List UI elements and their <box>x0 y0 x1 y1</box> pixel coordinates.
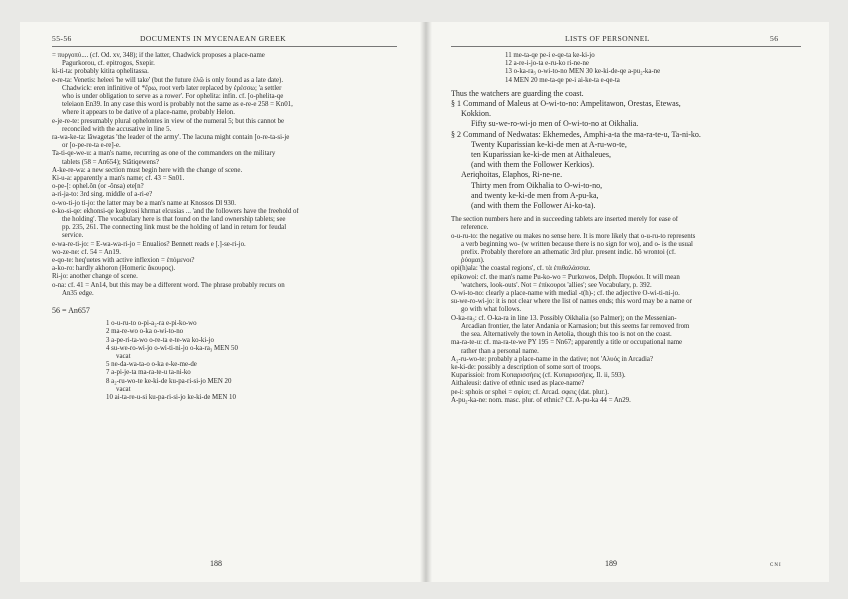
text-line: o-na: cf. 41 = An14, but this may be a different word. The phrase probably recurs on <box>52 281 285 289</box>
text-line: and twenty ke-ki-de men from A-pu-ka, <box>471 190 599 200</box>
text-line: ki-ti-ta: probably kitita ophelitassa. <box>52 68 149 76</box>
text-line: = πυργοπύ.... (cf. Od. xv, 348); if the latter, Chadwick proposes a place-name <box>52 52 265 59</box>
text-line: opi(h)ala: 'the coastal regions', cf. τὰ ἐπιθαλάσσια. <box>451 265 591 273</box>
text-line: 10 ai-ta-re-u-si ku-pa-ri-si-jo ke-ki-de MEN 10 <box>106 393 236 401</box>
text-line: Kuparissioi: from Κυπαρισσήεις (cf. Κυπαρισσήεις, Il. ii, 593). <box>451 372 626 380</box>
commentary-block <box>52 52 392 298</box>
left-folio: 188 <box>210 559 222 568</box>
text-line: the sea. Alternatively the town in Aetolia, though this too is not on the coast. <box>461 331 672 339</box>
right-page-number: 56 <box>770 34 779 43</box>
text-line: wo-ze-ne: cf. 54 = An19. <box>52 248 121 256</box>
text-line: The section numbers here and in succeeding tablets are inserted merely for ease of <box>451 216 679 224</box>
text-line: O-wi-to-no: clearly a place-name with medial -t(h)-; cf. the adjective O-wi-ti-ni-jo. <box>451 290 680 298</box>
header-rule <box>451 46 801 47</box>
left-page <box>20 22 425 582</box>
text-line: 13 o-ka-ra₃ o-wi-to-no MEN 30 ke-ki-de-qe a-pu₂-ka-ne <box>505 68 661 76</box>
text-line: Ta-ti-qe-we-u: a man's name, recurring as one of the commanders on the military <box>52 150 276 158</box>
left-page-range: 55-56 <box>52 34 72 43</box>
text-line: Fifty su-we-ro-wi-jo men of O-wi-to-no at Oikhalia. <box>471 119 639 129</box>
text-line: Thus the watchers are guarding the coast. <box>451 88 584 98</box>
text-line: 14 MEN 20 me-ta-qe pe-i ai-ke-ta e-qe-ta <box>505 76 620 84</box>
text-line: 'watchers, look-outs'. Not = ἐπίκουροι 'allies'; see Vocabulary, p. 392. <box>461 281 652 289</box>
text-line: vacat <box>116 385 131 393</box>
stamp-mark: CNI <box>770 563 782 568</box>
right-running-title: LISTS OF PERSONNEL <box>565 34 650 43</box>
tablet-transcription <box>451 52 801 85</box>
text-line: who is under obligation to serve as a rower'. For ophelita: infin. cf. [o-phelita-qe <box>62 93 284 101</box>
text-line: 12 a-re-i-jo-ta e-ru-ko ri-ne-ne <box>505 60 589 68</box>
text-line: A₂-ru-wo-te: probably a place-name in the dative; not 'Αλυός in Arcadia? <box>451 355 654 363</box>
text-line: 4 su-we-ro-wi-jo o-wi-ti-ni-jo o-ka-ra₃ MEN 50 <box>106 344 238 352</box>
commentary-block <box>451 216 801 405</box>
text-line: a verb beginning wo- (w written because there is no sign for wo), and o- is the usual <box>461 240 693 248</box>
book-gutter <box>420 22 432 582</box>
text-line: 1 o-u-ru-to o-pi-a₂-ra e-pi-ko-wo <box>106 320 197 328</box>
text-line: o-wo-ti-jo ti-jo: the latter may be a man's name at Knossos Dl 930. <box>52 199 236 207</box>
text-line: 3 a-pe-ri-ta-wo o-re-ta e-te-wa ko-ki-jo <box>106 336 214 344</box>
left-running-title: DOCUMENTS IN MYCENAEAN GREEK <box>140 34 286 43</box>
text-line: e-ko-si-qe: ekhonsi-qe kegkrosi khrmat elcusias ... 'and the followers have the freehold of <box>52 207 299 215</box>
tablet-transcription <box>52 320 392 402</box>
text-line: 8 a₂-ru-wo-te ke-ki-de ku-pa-ri-si-jo MEN 20 <box>106 377 232 385</box>
text-line: reference. <box>461 224 489 232</box>
text-line: Twenty Kuparissian ke-ki-de men at A-ru-wo-te, <box>471 139 627 149</box>
text-line: rather than a personal name. <box>461 347 539 355</box>
text-line: ra-wa-ke-ta: lāwagetas 'the leader of the army'. The lacuna might contain [o-re-ta-si-je <box>52 134 290 142</box>
text-line: A-pu₂-ka-ne: nom. masc. plur. of ethnic? Cf. A-pu-ka 44 = An29. <box>451 396 631 404</box>
text-line: 7 a-pi-je-ta ma-ra-te-u ta-ni-ko <box>106 369 191 377</box>
text-line: § 2 Command of Nedwatas: Ekhemedes, Amphi-a-ta the ma-ra-te-u, Ta-ni-ko. <box>451 129 701 139</box>
text-line: su-we-ro-wi-jo: it is not clear where the list of names ends; this word may be a name or <box>451 298 692 306</box>
text-line: go with what follows. <box>461 306 522 314</box>
text-line: A-ke-re-wa: a new section must begin here with the change of scene. <box>52 166 243 174</box>
text-line: epikowoi: cf. the man's name Pu-ko-wo = Purkowos, Delph. Πυρκόοι. It will mean <box>451 273 680 281</box>
right-page <box>425 22 829 582</box>
text-line: § 1 Command of Maleus at O-wi-to-no: Ampelitawon, Orestas, Etewas, <box>451 99 681 109</box>
right-column <box>451 52 801 405</box>
text-line: service. <box>62 232 84 240</box>
left-column <box>52 52 392 402</box>
text-line: e-wa-re-ti-jo: = E-wa-wa-ri-jo = Enualios? Bennett reads e [.]-se-ri-jo. <box>52 240 246 248</box>
text-line: (and with them the Follower Ai-ko-ta). <box>471 201 596 211</box>
text-line: e-re-ta: Venetis: heleei 'he will take' (but the future ἑλῶ is only found as a late date). <box>52 76 284 84</box>
text-line: pp. 235, 261. The connecting link must be the holding of land in return for feudal <box>62 224 287 232</box>
text-line: 11 me-ta-qe pe-i e-qe-ta ke-ki-jo <box>505 52 595 59</box>
text-line: or [o-pe-re-ta e-re]-e. <box>62 142 121 150</box>
text-line: Ki-u-a: apparently a man's name; cf. 43 = Sn01. <box>52 175 185 183</box>
translation-block <box>451 89 801 211</box>
text-line: 5 ne-da-wa-ta-o o-ka e-ke-me-de <box>106 361 197 369</box>
text-line: ke-ki-de: possibly a description of some sort of troops. <box>451 363 602 371</box>
text-line: reconciled with the accusative in line 5. <box>62 125 172 133</box>
header-rule <box>52 46 397 47</box>
text-line: o-u-ru-to: the negative ou makes no sense here. It is more likely that o-u-ru-to represents <box>451 232 696 240</box>
text-line: tablets (58 = An654); Stātiqewens? <box>62 158 159 166</box>
text-line: O-ka-ra₃: cf. O-ka-ra in line 13. Possibly Oikhalia (so Palmer); on the Messenian- <box>451 314 677 322</box>
text-line: e-je-re-te: presumably plural ophelontes in view of the numeral 5; but this cannot be <box>52 117 285 125</box>
text-line: pe-i: sphois or sphei = σφίσι; cf. Arcad. σφεις (dat. plur.). <box>451 388 609 396</box>
text-line: Ri-jo: another change of scene. <box>52 273 138 281</box>
text-line: a-ri-ja-to: 3rd sing. middle of a-ri-e? <box>52 191 153 199</box>
text-line: ῥύομαι). <box>461 257 485 265</box>
text-line: vacat <box>116 352 131 360</box>
text-line: prefix. Probably therefore an athematic 3rd plur. present indic. hō wrontoi (cf. <box>461 249 676 257</box>
text-line: Aeriqhoitas, Elaphos, Ri-ne-ne. <box>461 170 563 180</box>
text-line: Chadwick: eren infinitive of *ἔρω, root verb later replaced by ἐρέσσω; 'a settler <box>62 84 282 92</box>
text-line: Arcadian frontier, the later Andania or Karnasion; but this seems far removed from <box>461 322 690 330</box>
section-title: 56 = An657 <box>52 306 90 316</box>
text-line: (and with them the Follower Kerkios). <box>471 160 595 170</box>
text-line: Thirty men from Oikhalia to O-wi-to-no, <box>471 180 603 190</box>
text-line: the holding'. The vocabulary here is that found on the land ownership tablets; see <box>62 216 286 224</box>
text-line: 2 ma-re-wo o-ka o-wi-to-no <box>106 328 184 336</box>
text-line: ma-ra-te-u: cf. ma-ra-te-we PY 195 = Nn67; apparently a title or occupational name <box>451 339 683 347</box>
text-line: a-ko-ro: hardly akhoron (Homeric ἄκουρος). <box>52 265 176 273</box>
text-line: An35 edge. <box>62 289 94 297</box>
text-line: e-qo-te: heq'uetes with active inflexion = ἑπόμενοι? <box>52 257 195 265</box>
right-folio: 189 <box>605 559 617 568</box>
text-line: where it appears to be dative of a place-name, probably Helon. <box>62 109 235 117</box>
text-line: Pagurkorou, cf. epitrogos, Sxepir. <box>62 60 155 68</box>
text-line: Kokkion. <box>461 109 491 119</box>
text-line: Aithaleusi: dative of ethnic used as place-name? <box>451 380 585 388</box>
text-line: o-pe-[: ophel.ŏn (or -ŏnsa) ete[n? <box>52 183 144 191</box>
text-line: teleiaon En39. In any case this word is probably not the same as e-re-e 258 = Kn01, <box>62 101 293 109</box>
text-line: ten Kuparissian ke-ki-de men at Aithaleues, <box>471 150 611 160</box>
